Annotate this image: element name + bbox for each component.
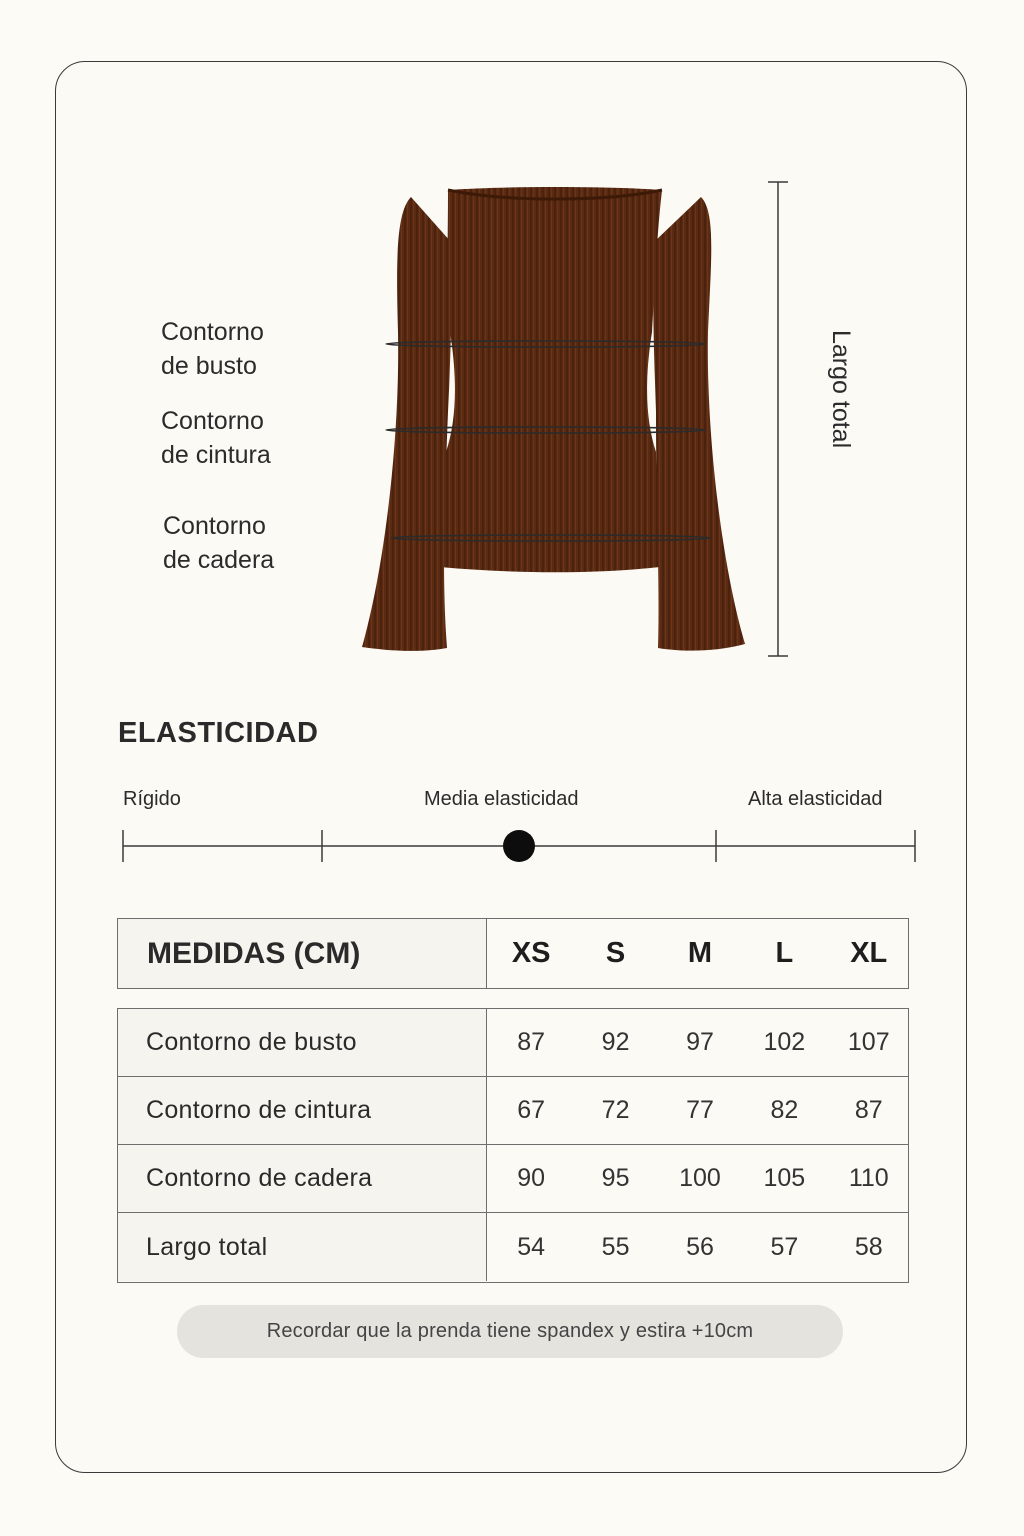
spandex-note: Recordar que la prenda tiene spandex y estira +10cm	[177, 1305, 843, 1358]
bust-label-line2: de busto	[161, 352, 257, 380]
size-s: S	[605, 937, 626, 969]
table-cell: 54	[517, 1232, 546, 1261]
left-sleeve	[362, 197, 451, 651]
hip-label	[163, 509, 274, 577]
size-m: M	[687, 937, 713, 969]
table-cell: 56	[686, 1232, 714, 1261]
waist-label	[161, 404, 271, 472]
row-label: Contorno de cadera	[118, 1145, 487, 1212]
elasticity-title: ELASTICIDAD	[118, 717, 319, 749]
bust-label-line1: Contorno	[161, 318, 264, 346]
size-table-header	[117, 918, 909, 989]
table-cell: 58	[854, 1232, 883, 1261]
table-cell: 72	[601, 1096, 630, 1124]
waist-label-line2: de cintura	[161, 441, 271, 469]
size-xs: XS	[511, 937, 551, 969]
table-cell: 82	[770, 1096, 799, 1124]
table-cell: 100	[679, 1164, 721, 1192]
table-cell: 87	[517, 1028, 546, 1056]
table-row	[118, 1077, 908, 1145]
table-cell: 55	[601, 1232, 630, 1261]
table-cell: 110	[848, 1164, 889, 1192]
elasticity-scale	[116, 822, 922, 870]
table-cell: 67	[517, 1096, 546, 1124]
sweater-illustration	[356, 182, 756, 662]
table-cell: 105	[763, 1164, 806, 1192]
right-sleeve	[653, 197, 745, 651]
elasticity-label-rigid: Rígido	[123, 788, 181, 810]
table-cell: 77	[686, 1096, 714, 1124]
table-cell: 92	[601, 1028, 630, 1056]
table-cell: 102	[763, 1028, 806, 1056]
table-cell: 107	[847, 1028, 890, 1056]
table-row	[118, 1145, 908, 1213]
table-cell: 87	[854, 1096, 883, 1124]
size-xl: XL	[850, 937, 888, 969]
hip-label-line2: de cadera	[163, 546, 275, 574]
row-label: Contorno de cintura	[118, 1077, 487, 1144]
waist-label-line1: Contorno	[161, 407, 264, 435]
table-row	[118, 1213, 908, 1281]
elasticity-marker	[503, 830, 535, 862]
size-l: L	[775, 937, 794, 969]
size-guide-card	[55, 61, 967, 1473]
row-label: Contorno de busto	[118, 1009, 487, 1076]
size-table	[117, 1008, 909, 1283]
length-indicator	[764, 180, 794, 658]
sweater-body	[440, 187, 662, 572]
length-label: Largo total	[827, 330, 855, 449]
table-cell: 97	[686, 1028, 714, 1056]
hip-label-line1: Contorno	[163, 512, 266, 540]
table-row	[118, 1009, 908, 1077]
table-cell: 95	[601, 1164, 630, 1192]
bust-label	[161, 315, 264, 383]
elasticity-label-high: Alta elasticidad	[748, 788, 883, 810]
elasticity-label-medium: Media elasticidad	[424, 788, 579, 810]
table-cell: 90	[517, 1164, 546, 1192]
measures-heading: MEDIDAS (CM)	[118, 919, 487, 988]
table-cell: 57	[770, 1232, 799, 1261]
row-label: Largo total	[118, 1213, 487, 1281]
